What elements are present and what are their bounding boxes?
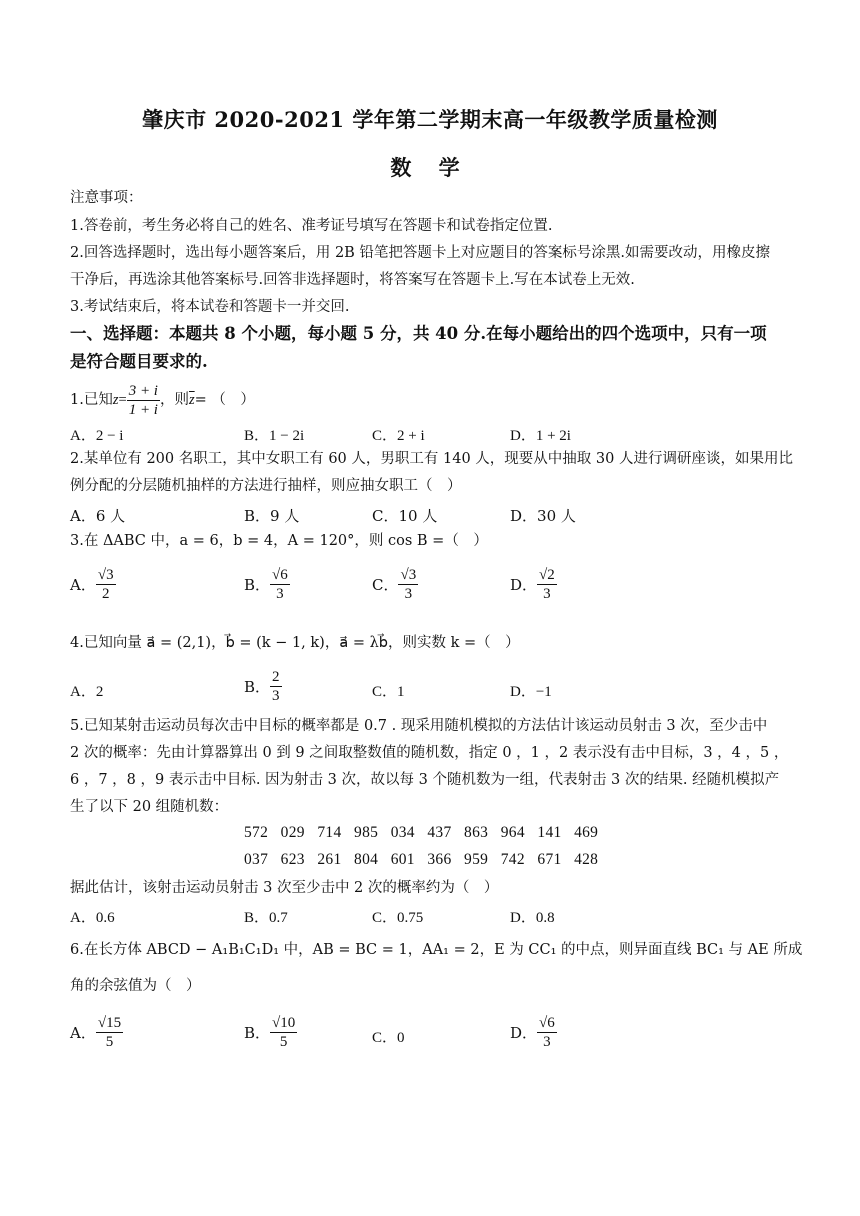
q3-option-a-frac [96, 566, 116, 603]
q2-line1: 2.某单位有 200 名职工，其中女职工有 60 人，男职工有 140 人，现要从中抽取 30 人进行调研座谈，如果用比 [70, 451, 793, 467]
q1-mid: ，则 [159, 392, 189, 408]
q3-option-c-label: C． [372, 576, 399, 594]
q6-d-num: √6 [539, 1015, 555, 1031]
random-numbers-row-1: 572 029 714 985 034 437 863 964 141 469 [244, 824, 599, 841]
q3-c-num: √3 [400, 567, 417, 583]
note-2b: 干净后，再选涂其他答案标号.回答非选择题时，将答案写在答题卡上.写在本试卷上无效. [70, 272, 635, 288]
q3-option-a [70, 566, 116, 603]
q4-option-b-label: B． [244, 678, 271, 696]
q4-option-b-frac [270, 668, 282, 705]
section1-line1: 一、选择题：本题共 8 个小题，每小题 5 分，共 40 分.在每小题给出的四个选项中，只有一项 [70, 324, 767, 343]
q4-option-b [244, 668, 282, 705]
q6-option-b [244, 1014, 297, 1051]
q6-line1: 6.在长方体 ABCD − A₁B₁C₁D₁ 中，AB = BC = 1，AA₁ = 2，E 为 CC₁ 的中点，则异面直线 BC₁ 与 AE 所成 [70, 942, 803, 958]
q3-option-c-frac [398, 566, 418, 603]
q6-option-b-label: B． [244, 1024, 271, 1042]
q3-option-b [244, 566, 290, 603]
q4-line: 4.已知向量 a⃗ = (2,1)，b⃗ = (k − 1, k)，a⃗ = λb⃗，则实数 k =（ ） [70, 635, 520, 651]
question-1 [70, 380, 255, 420]
q4-option-a: A．2 [70, 684, 104, 700]
subject-title: 数 学 [390, 155, 470, 180]
q4-b-den: 3 [272, 688, 280, 704]
q1-option-d: D．1 + 2i [510, 428, 571, 444]
q6-option-a-frac [96, 1014, 123, 1051]
notes-heading: 注意事项： [70, 190, 143, 206]
q3-option-d-frac [537, 566, 557, 603]
q1-prefix: 1.已知 [70, 392, 113, 408]
q3-d-num: √2 [539, 567, 555, 583]
q6-option-b-frac [270, 1014, 297, 1051]
q6-a-num: √15 [97, 1015, 122, 1031]
q3-a-num: √3 [97, 567, 114, 583]
q1-option-c: C．2 + i [372, 428, 425, 444]
q4-b-num: 2 [272, 669, 280, 685]
q1-zbar: $\overline{z}$ [188, 392, 195, 408]
q2-line2: 例分配的分层随机抽样的方法进行抽样，则应抽女职工（ ） [70, 478, 462, 494]
q5-option-b: B．0.7 [244, 910, 288, 926]
exam-title: 肇庆市 2020-2021 学年第二学期末高一年级教学质量检测 [142, 107, 718, 132]
q5-option-d: D．0.8 [510, 910, 555, 926]
q3-option-b-frac [270, 566, 290, 603]
note-2a: 2.回答选择题时，选出每小题答案后，用 2B 铅笔把答题卡上对应题目的答案标号涂黑.如需要改动，用橡皮擦 [70, 245, 771, 261]
q5-option-a: A．0.6 [70, 910, 115, 926]
q3-option-d [510, 566, 557, 603]
q1-fraction-num: 3 + i [128, 382, 158, 399]
q5-option-c: C．0.75 [372, 910, 424, 926]
q5-line3: 6 ，7 ，8 ，9 表示击中目标. 因为射击 3 次，故以每 3 个随机数为一组，代表射击 3 次的结果. 经随机模拟产 [70, 772, 780, 788]
q4-option-d: D．−1 [510, 684, 552, 700]
q1-option-a: A．2 − i [70, 428, 124, 444]
q3-line: 3.在 ΔABC 中，a = 6，b = 4，A = 120°，则 cos B =（ ） [70, 533, 488, 549]
note-3: 3.考试结束后，将本试卷和答题卡一并交回. [70, 299, 350, 315]
q2-option-b: B．9 人 [244, 507, 300, 525]
q6-b-den: 5 [279, 1034, 288, 1050]
q6-option-c: C．0 [372, 1030, 405, 1046]
q1-z: z [112, 392, 119, 408]
q3-c-den: 3 [404, 586, 413, 602]
q6-line2: 角的余弦值为（ ） [70, 978, 201, 994]
q6-option-a-label: A． [70, 1024, 96, 1042]
q3-b-num: √6 [272, 567, 288, 583]
q6-option-d [510, 1014, 557, 1051]
q3-d-den: 3 [543, 586, 551, 602]
section1-line2: 是符合题目要求的. [70, 352, 208, 371]
q6-option-d-frac [537, 1014, 557, 1051]
note-1: 1.答卷前，考生务必将自己的姓名、准考证号填写在答题卡和试卷指定位置. [70, 218, 553, 234]
q2-option-d: D．30 人 [510, 507, 576, 525]
q1-fraction [127, 382, 160, 419]
q5-line5: 据此估计，该射击运动员射击 3 次至少击中 2 次的概率约为（ ） [70, 880, 499, 896]
q6-a-den: 5 [105, 1034, 114, 1050]
q3-option-b-label: B． [244, 576, 271, 594]
q3-a-den: 2 [101, 586, 110, 602]
q5-line1: 5.已知某射击运动员每次击中目标的概率都是 0.7 . 现采用随机模拟的方法估计该运动员射击 3 次，至少击中 [70, 718, 768, 734]
q6-b-num: √10 [272, 1015, 296, 1031]
q3-option-a-label: A． [70, 576, 96, 594]
q1-tail: = （ ） [194, 392, 255, 408]
q1-eq: = [118, 392, 127, 408]
q3-option-d-label: D． [510, 576, 538, 594]
q6-d-den: 3 [543, 1034, 551, 1050]
q2-option-c: C．10 人 [372, 507, 438, 525]
q1-fraction-den: 1 + i [128, 401, 158, 418]
q3-b-den: 3 [276, 586, 284, 602]
q6-option-d-label: D． [510, 1024, 538, 1042]
q6-option-a [70, 1014, 123, 1051]
q5-line4: 生了以下 20 组随机数： [70, 799, 229, 815]
q5-line2: 2 次的概率：先由计算器算出 0 到 9 之间取整数值的随机数，指定 0 ，1 ，2 表示没有击中目标，3 ，4 ，5 ， [70, 745, 789, 761]
q2-option-a: A．6 人 [70, 507, 126, 525]
q1-option-b: B．1 − 2i [244, 428, 305, 444]
random-numbers-row-2: 037 623 261 804 601 366 959 742 671 428 [244, 851, 599, 868]
q3-option-c [372, 566, 418, 603]
q4-option-c: C．1 [372, 684, 405, 700]
